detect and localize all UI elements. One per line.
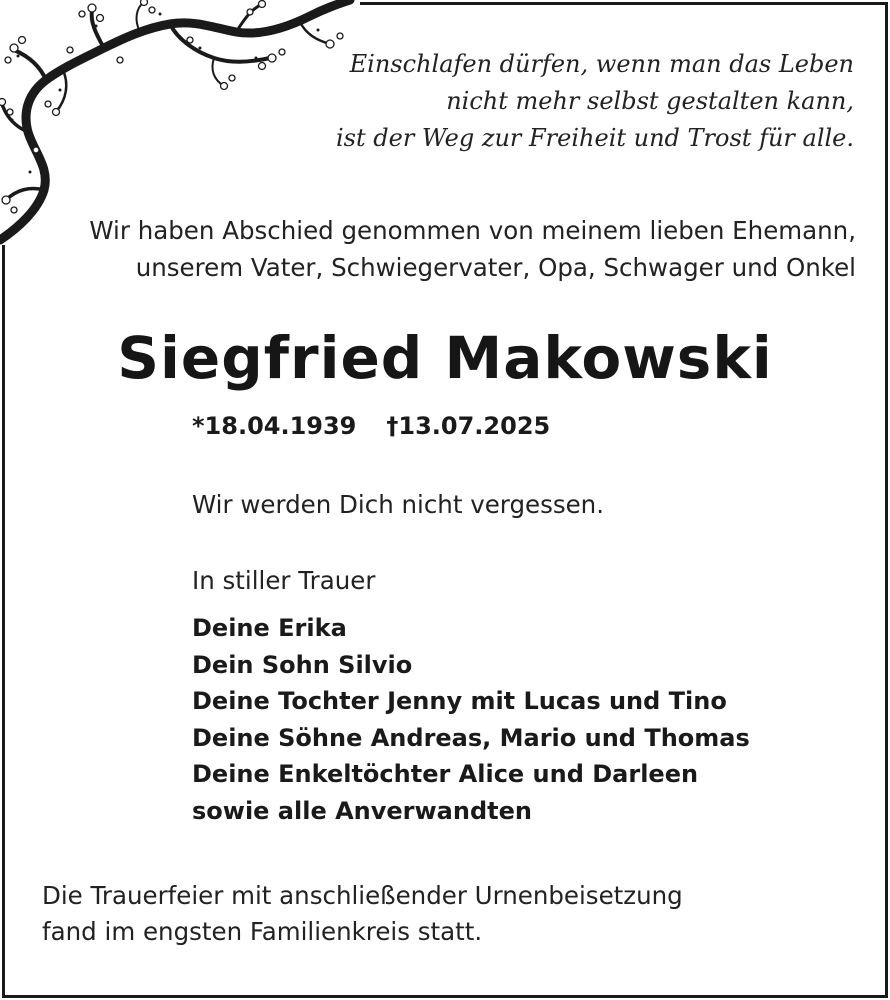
mourning-intro: In stiller Trauer: [192, 566, 376, 595]
list-item: Deine Söhne Andreas, Mario und Thomas: [192, 723, 750, 752]
birth-date: *18.04.1939: [192, 412, 357, 440]
life-dates: [192, 412, 550, 440]
funeral-note: [42, 878, 683, 950]
quote-line: ist der Weg zur Freiheit und Trost für alle.: [335, 124, 854, 152]
list-item: Deine Enkeltöchter Alice und Darleen: [192, 760, 699, 788]
list-item: sowie alle Anverwandten: [192, 796, 532, 825]
deceased-name: Siegfried Makowski: [117, 324, 773, 392]
list-item: Dein Sohn Silvio: [192, 650, 413, 679]
footer-line: Die Trauerfeier mit anschließender Urnenbeisetzung: [42, 881, 683, 910]
death-date: †13.07.2025: [386, 412, 551, 440]
blossom-branch-icon: [0, 0, 360, 245]
quote-line: nicht mehr selbst gestalten kann,: [446, 87, 854, 115]
intro-line: Wir haben Abschied genommen von meinem lieben Ehemann,: [89, 216, 856, 245]
intro-text: [56, 212, 856, 286]
mourners-list: [192, 610, 750, 829]
list-item: Deine Erika: [192, 614, 347, 642]
quote-line: Einschlafen dürfen, wenn man das Leben: [349, 50, 854, 78]
quote-block: [334, 46, 854, 157]
list-item: Deine Tochter Jenny mit Lucas und Tino: [192, 687, 727, 715]
intro-line: unserem Vater, Schwiegervater, Opa, Schwager und Onkel: [135, 253, 856, 282]
remembrance-text: Wir werden Dich nicht vergessen.: [192, 490, 604, 519]
footer-line: fand im engsten Familienkreis statt.: [42, 917, 483, 946]
